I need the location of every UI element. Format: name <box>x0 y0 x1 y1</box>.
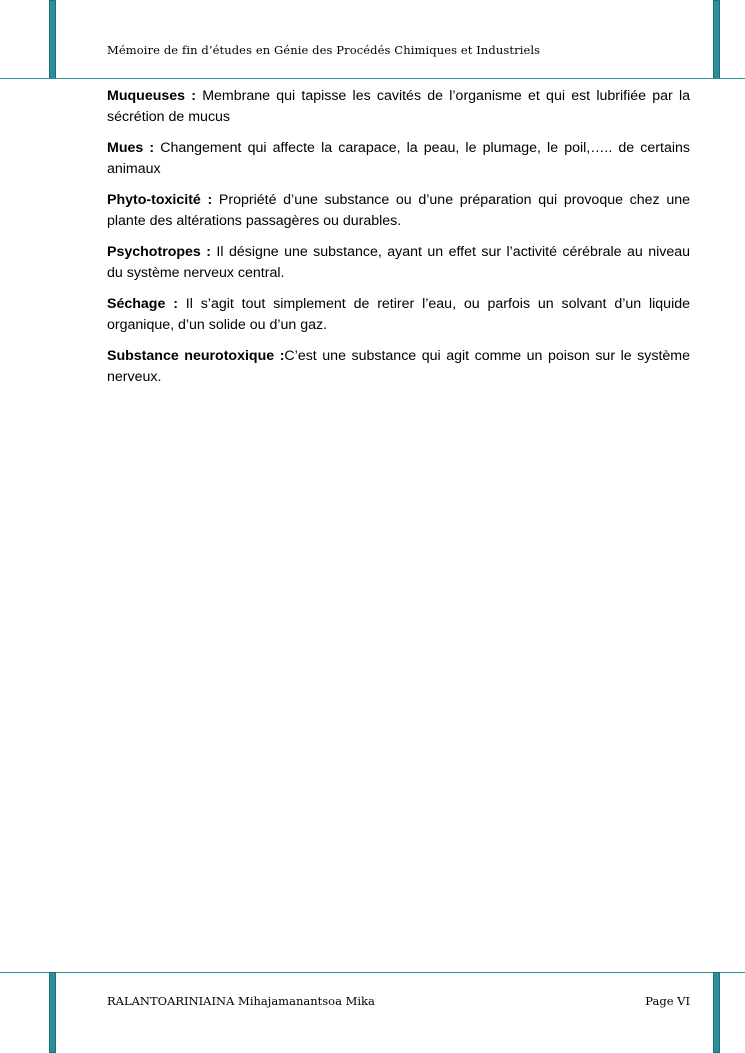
glossary-term: Phyto-toxicité : <box>107 192 219 208</box>
header-title: Mémoire de fin d’études en Génie des Procédés Chimiques et Industriels <box>107 43 541 57</box>
glossary-term: Muqueuses : <box>107 88 203 104</box>
glossary-content <box>107 86 690 398</box>
glossary-definition: Il désigne une substance, ayant un effet sur l’activité cérébrale au niveau du système nerveux central. <box>107 244 690 281</box>
glossary-term: Mues : <box>107 140 161 156</box>
glossary-definition: Propriété d’une substance ou d’une préparation qui provoque chez une plante des altérations passagères ou durables. <box>107 192 691 229</box>
glossary-term: Séchage : <box>107 296 186 312</box>
glossary-definition: Changement qui affecte la carapace, la peau, le plumage, le poil,….. de certains animaux <box>107 140 690 177</box>
glossary-definition: Il s’agit tout simplement de retirer l’eau, ou parfois un solvant d’un liquide organique, d’un solide ou d’un gaz. <box>107 296 691 333</box>
page-number: Page VI <box>645 994 690 1008</box>
glossary-term: Substance neurotoxique : <box>107 348 285 364</box>
header-left-bar <box>49 0 56 79</box>
glossary-entry <box>107 86 690 128</box>
header-right-bar <box>713 0 720 79</box>
footer-author: RALANTOARINIAINA Mihajamanantsoa Mika <box>107 994 375 1008</box>
header-rule <box>0 78 745 79</box>
glossary-entry <box>107 190 690 232</box>
glossary-definition: C’est une substance qui agit comme un poison sur le système nerveux. <box>107 348 690 385</box>
glossary-entry <box>107 294 690 336</box>
glossary-term: Psychotropes : <box>107 244 217 260</box>
glossary-entry <box>107 138 690 180</box>
footer-right-bar <box>713 972 720 1053</box>
footer-left-bar <box>49 972 56 1053</box>
footer-rule <box>0 972 745 973</box>
glossary-entry <box>107 346 690 388</box>
glossary-entry <box>107 242 690 284</box>
glossary-definition: Membrane qui tapisse les cavités de l’organisme et qui est lubrifiée par la sécrétion de mucus <box>107 88 690 125</box>
